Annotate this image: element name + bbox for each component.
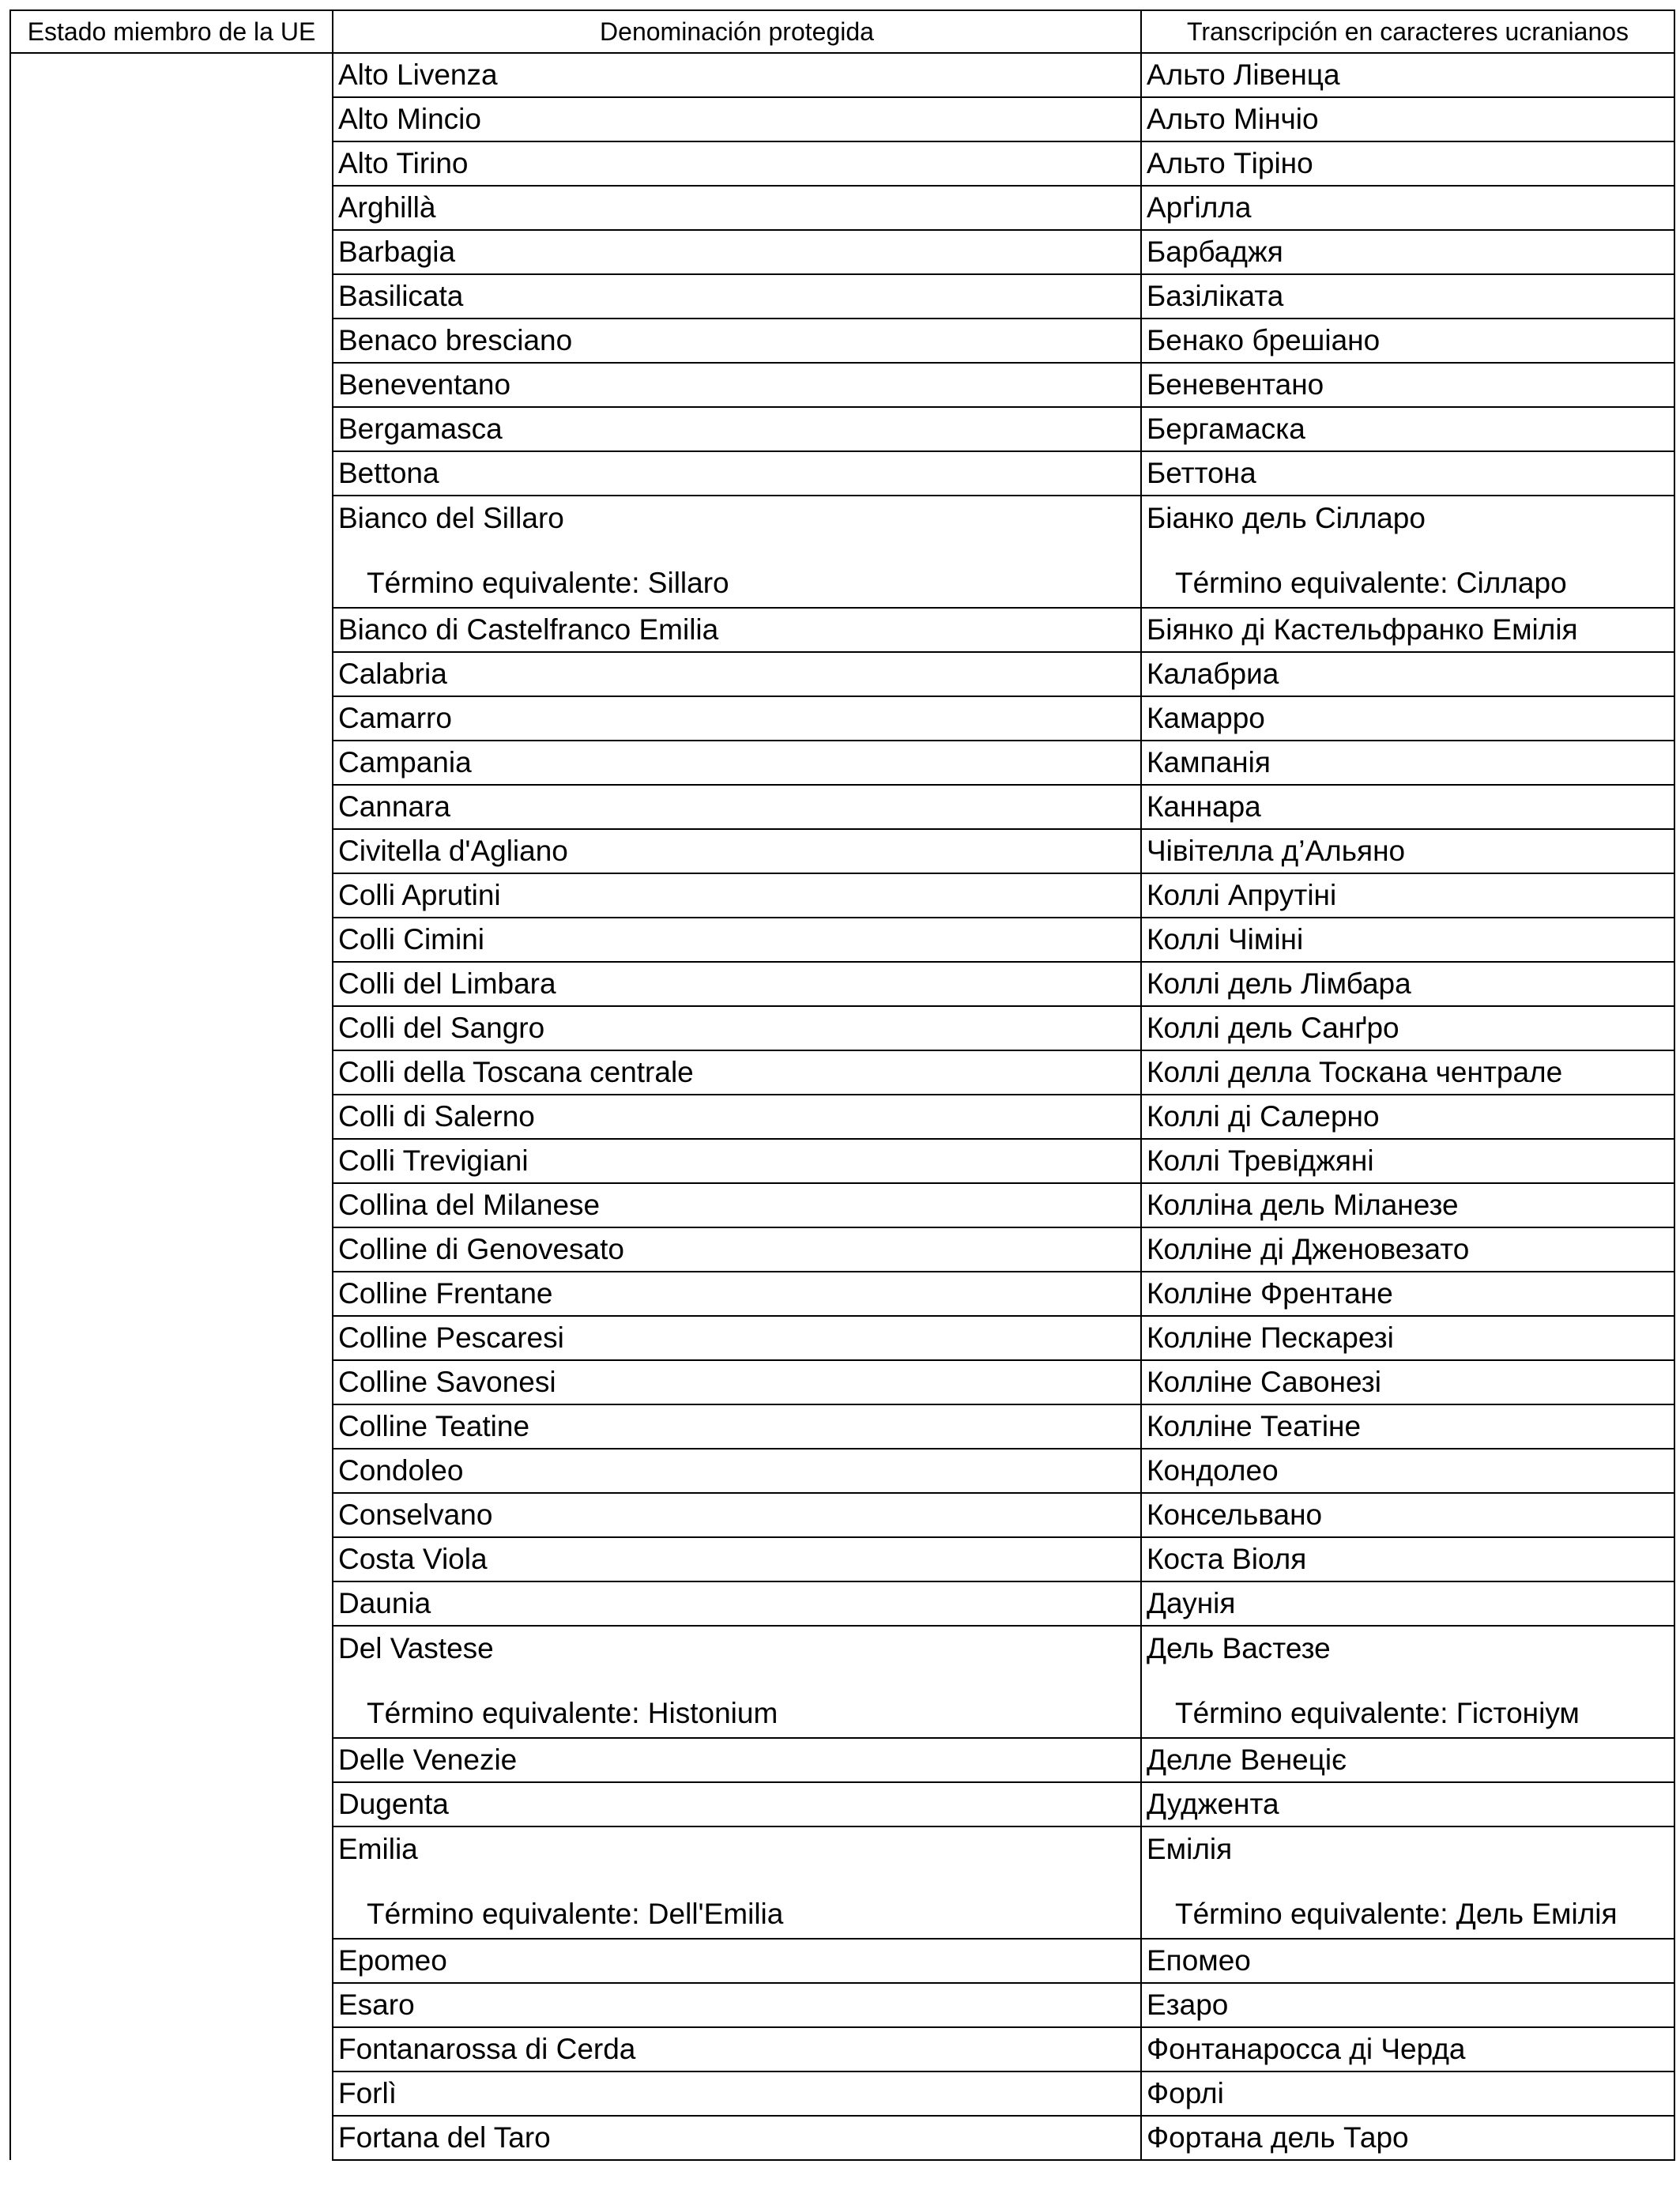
protected-name-cell: Bergamasca bbox=[333, 407, 1141, 451]
transcription-cell: Біянко ді Кастельфранко Емілія bbox=[1141, 608, 1674, 652]
transcription-cell: Коллі ді Салерно bbox=[1141, 1095, 1674, 1139]
transcription-cell: Делле Венеціє bbox=[1141, 1738, 1674, 1782]
transcription-cell-text: Біанко дель Сілларо bbox=[1147, 502, 1426, 534]
protected-name-cell: Barbagia bbox=[333, 230, 1141, 274]
protected-name-cell-text: Emilia bbox=[338, 1833, 418, 1865]
transcription-cell: Форлі bbox=[1141, 2071, 1674, 2116]
protected-name-cell: Fontanarossa di Cerda bbox=[333, 2027, 1141, 2071]
protected-name-cell bbox=[333, 496, 1141, 608]
transcription-cell: Колліне Пескарезі bbox=[1141, 1316, 1674, 1360]
protected-name-cell: Beneventano bbox=[333, 363, 1141, 407]
transcription-cell: Кондолео bbox=[1141, 1449, 1674, 1493]
equivalent-term: Término equivalente: Дель Емілія bbox=[1175, 1898, 1618, 1930]
protected-name-cell: Alto Mincio bbox=[333, 97, 1141, 141]
protected-name-cell: Collina del Milanese bbox=[333, 1183, 1141, 1227]
protected-name-cell: Daunia bbox=[333, 1581, 1141, 1626]
protected-name-cell: Civitella d'Agliano bbox=[333, 829, 1141, 873]
transcription-cell: Бенако брешіано bbox=[1141, 319, 1674, 363]
transcription-cell: Колліне Савонезі bbox=[1141, 1360, 1674, 1404]
protected-name-cell: Bettona bbox=[333, 451, 1141, 496]
transcription-cell: Коллі дель Санґро bbox=[1141, 1006, 1674, 1050]
transcription-cell: Каннара bbox=[1141, 785, 1674, 829]
protected-name-cell: Colli Cimini bbox=[333, 918, 1141, 962]
protected-name-cell: Calabria bbox=[333, 652, 1141, 696]
protected-name-cell: Conselvano bbox=[333, 1493, 1141, 1537]
transcription-cell: Барбаджя bbox=[1141, 230, 1674, 274]
transcription-cell: Арґілла bbox=[1141, 186, 1674, 230]
transcription-cell: Коллі делла Тоскана чентрале bbox=[1141, 1050, 1674, 1095]
protected-name-cell: Forlì bbox=[333, 2071, 1141, 2116]
protected-name-cell: Colline Savonesi bbox=[333, 1360, 1141, 1404]
protected-name-cell bbox=[333, 1826, 1141, 1939]
protected-name-cell: Colline Frentane bbox=[333, 1272, 1141, 1316]
equivalent-term: Término equivalente: Histonium bbox=[367, 1697, 778, 1729]
transcription-cell: Беневентано bbox=[1141, 363, 1674, 407]
protected-name-cell: Benaco bresciano bbox=[333, 319, 1141, 363]
equivalent-term: Término equivalente: Сілларо bbox=[1175, 567, 1567, 599]
protected-name-cell: Colli Aprutini bbox=[333, 873, 1141, 918]
header-protected-name: Denominación protegida bbox=[333, 10, 1141, 53]
transcription-cell: Консельвано bbox=[1141, 1493, 1674, 1537]
protected-name-cell: Arghillà bbox=[333, 186, 1141, 230]
table-row bbox=[10, 53, 1674, 97]
equivalent-term: Término equivalente: Dell'Emilia bbox=[367, 1898, 784, 1930]
transcription-cell: Альто Тіріно bbox=[1141, 141, 1674, 186]
table-body bbox=[10, 53, 1674, 2160]
transcription-cell: Чівітелла д’Альяно bbox=[1141, 829, 1674, 873]
protected-name-cell: Esaro bbox=[333, 1983, 1141, 2027]
transcription-cell: Дуджента bbox=[1141, 1782, 1674, 1826]
transcription-cell bbox=[1141, 1826, 1674, 1939]
transcription-cell: Колліна дель Міланезе bbox=[1141, 1183, 1674, 1227]
transcription-cell: Коллі Тревіджяні bbox=[1141, 1139, 1674, 1183]
transcription-cell: Бергамаска bbox=[1141, 407, 1674, 451]
protected-name-cell: Colli del Limbara bbox=[333, 962, 1141, 1006]
transcription-cell: Фортана дель Таро bbox=[1141, 2116, 1674, 2160]
equivalent-term: Término equivalente: Гістоніум bbox=[1175, 1697, 1580, 1729]
header-member-state: Estado miembro de la UE bbox=[10, 10, 333, 53]
transcription-cell: Кампанія bbox=[1141, 741, 1674, 785]
transcription-cell bbox=[1141, 1626, 1674, 1738]
transcription-cell: Колліне Театіне bbox=[1141, 1404, 1674, 1449]
transcription-cell: Коллі Чіміні bbox=[1141, 918, 1674, 962]
protected-name-cell: Colline Teatine bbox=[333, 1404, 1141, 1449]
transcription-cell: Епомео bbox=[1141, 1939, 1674, 1983]
protected-name-cell: Campania bbox=[333, 741, 1141, 785]
protected-name-cell: Camarro bbox=[333, 696, 1141, 741]
transcription-cell: Колліне Френтане bbox=[1141, 1272, 1674, 1316]
protected-name-cell: Condoleo bbox=[333, 1449, 1141, 1493]
transcription-cell: Беттона bbox=[1141, 451, 1674, 496]
protected-name-cell bbox=[333, 1626, 1141, 1738]
protected-name-cell: Colline Pescaresi bbox=[333, 1316, 1141, 1360]
protected-name-cell: Colli della Toscana centrale bbox=[333, 1050, 1141, 1095]
transcription-cell: Коллі дель Лімбара bbox=[1141, 962, 1674, 1006]
protected-name-cell: Colline di Genovesato bbox=[333, 1227, 1141, 1272]
protected-name-cell: Cannara bbox=[333, 785, 1141, 829]
protected-name-cell: Colli Trevigiani bbox=[333, 1139, 1141, 1183]
protected-name-cell: Colli del Sangro bbox=[333, 1006, 1141, 1050]
protected-name-cell: Dugenta bbox=[333, 1782, 1141, 1826]
transcription-cell-text: Дель Вастезе bbox=[1147, 1632, 1331, 1664]
equivalent-term: Término equivalente: Sillaro bbox=[367, 567, 729, 599]
transcription-cell bbox=[1141, 496, 1674, 608]
transcription-cell-text: Емілія bbox=[1147, 1833, 1233, 1865]
protected-name-cell: Costa Viola bbox=[333, 1537, 1141, 1581]
transcription-cell: Коста Віоля bbox=[1141, 1537, 1674, 1581]
transcription-cell: Коллі Апрутіні bbox=[1141, 873, 1674, 918]
member-state-cell bbox=[10, 53, 333, 2160]
transcription-cell: Езаро bbox=[1141, 1983, 1674, 2027]
protected-name-cell: Alto Tirino bbox=[333, 141, 1141, 186]
protected-name-cell: Alto Livenza bbox=[333, 53, 1141, 97]
transcription-cell: Альто Мінчіо bbox=[1141, 97, 1674, 141]
protected-name-cell-text: Bianco del Sillaro bbox=[338, 502, 564, 534]
transcription-cell: Калабриа bbox=[1141, 652, 1674, 696]
protected-name-cell: Epomeo bbox=[333, 1939, 1141, 1983]
protected-name-cell: Bianco di Castelfranco Emilia bbox=[333, 608, 1141, 652]
designation-table bbox=[9, 9, 1675, 2161]
transcription-cell: Альто Лівенца bbox=[1141, 53, 1674, 97]
protected-name-cell: Basilicata bbox=[333, 274, 1141, 319]
transcription-cell: Базіліката bbox=[1141, 274, 1674, 319]
table-header-row bbox=[10, 10, 1674, 53]
transcription-cell: Даунія bbox=[1141, 1581, 1674, 1626]
protected-name-cell: Delle Venezie bbox=[333, 1738, 1141, 1782]
protected-name-cell-text: Del Vastese bbox=[338, 1632, 494, 1664]
protected-name-cell: Colli di Salerno bbox=[333, 1095, 1141, 1139]
document-page bbox=[9, 9, 1674, 2161]
transcription-cell: Колліне ді Дженовезато bbox=[1141, 1227, 1674, 1272]
transcription-cell: Фонтанаросса ді Черда bbox=[1141, 2027, 1674, 2071]
transcription-cell: Камарро bbox=[1141, 696, 1674, 741]
protected-name-cell: Fortana del Taro bbox=[333, 2116, 1141, 2160]
header-transcription: Transcripción en caracteres ucranianos bbox=[1141, 10, 1674, 53]
